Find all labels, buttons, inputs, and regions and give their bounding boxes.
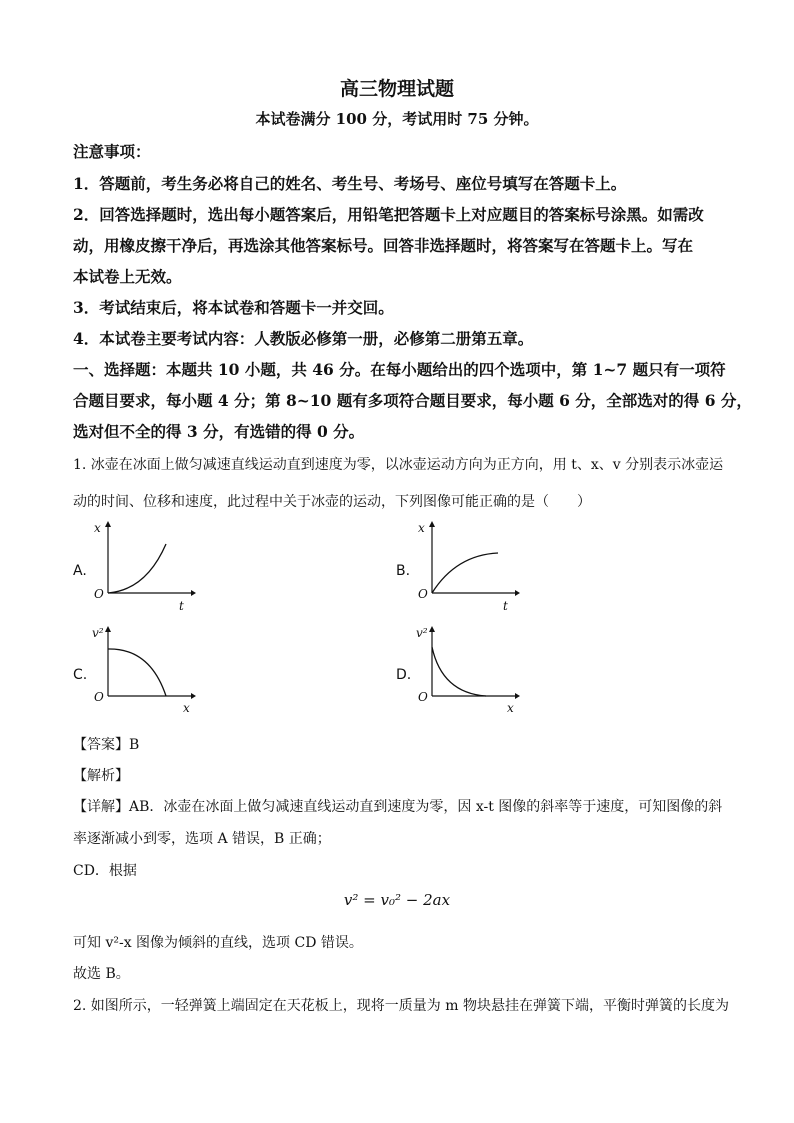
y-axis-label: v² [92,626,104,640]
question-1-stem: 动的时间、位移和速度，此过程中关于冰壶的运动，下列图像可能正确的是（ ） [73,494,591,510]
x-axis-label: x [183,701,190,715]
notice-item: 动，用橡皮擦干净后，再选涂其他答案标号。回答非选择题时，将答案写在答题卡上。写在 [73,236,694,255]
option-d-graph [410,623,520,718]
v2-x-curve [432,647,486,696]
option-a-label: A. [73,563,87,579]
notice-item: 本试卷上无效。 [73,267,182,286]
x-axis-label: t [503,599,508,613]
notice-item: 2．回答选择题时，选出每小题答案后，用铅笔把答题卡上对应题目的答案标号涂黑。如需改 [73,205,704,224]
analysis-detail: 可知 v²-x 图像为倾斜的直线，选项 CD 错误。 [73,935,363,951]
y-axis-label: x [94,521,101,535]
origin-label: O [94,587,104,601]
section-instructions: 选对但不全的得 3 分，有选错的得 0 分。 [73,422,365,441]
section-instructions: 合题目要求，每小题 4 分；第 8~10 题有多项符合题目要求，每小题 6 分，全部选对的得 6 分， [73,391,752,410]
option-c-label: C. [73,667,88,683]
section-instructions: 一、选择题：本题共 10 小题，共 46 分。在每小题给出的四个选项中，第 1~7 题只有一项符 [73,360,726,379]
answer: 【答案】B [73,737,140,753]
origin-label: O [418,587,428,601]
y-axis-label: x [418,521,425,535]
option-d-label: D. [396,667,412,683]
question-2-stem: 2. 如图所示，一轻弹簧上端固定在天花板上，现将一质量为 m 物块悬挂在弹簧下端，平衡时弹簧的长度为 [73,998,729,1014]
x-axis-label: x [507,701,514,715]
option-a-graph [86,518,196,613]
page-title: 高三物理试题 [339,78,454,100]
x-t-curve [108,544,166,593]
notice-item: 3．考试结束后，将本试卷和答题卡一并交回。 [73,298,394,317]
x-t-curve [432,553,498,593]
analysis-heading: 【解析】 [73,768,129,784]
exam-info: 本试卷满分 100 分，考试用时 75 分钟。 [255,110,539,128]
analysis-detail: 率逐渐减小到零，选项 A 错误，B 正确； [73,831,331,847]
question-1-stem: 1. 冰壶在冰面上做匀减速直线运动直到速度为零，以冰壶运动方向为正方向，用 t、x、v 分别表示冰壶运 [73,457,724,473]
notice-item: 1．答题前，考生务必将自己的姓名、考生号、考场号、座位号填写在答题卡上。 [73,174,627,193]
analysis-detail: CD．根据 [73,863,137,879]
option-c-graph [86,623,196,718]
y-axis-label: v² [416,626,428,640]
option-b-label: B. [396,563,411,579]
analysis-detail: 【详解】AB．冰壶在冰面上做匀减速直线运动直到速度为零，因 x-t 图像的斜率等于速度，可知图像的斜 [73,799,723,815]
v2-x-curve [108,649,166,696]
origin-label: O [94,690,104,704]
x-axis-label: t [179,599,184,613]
notice-item: 4．本试卷主要考试内容：人教版必修第一册，必修第二册第五章。 [73,329,534,348]
formula: v² = v₀² − 2ax [343,891,451,909]
conclusion: 故选 B。 [73,966,130,982]
notice-heading: 注意事项： [73,142,151,161]
origin-label: O [418,690,428,704]
option-b-graph [410,518,520,613]
